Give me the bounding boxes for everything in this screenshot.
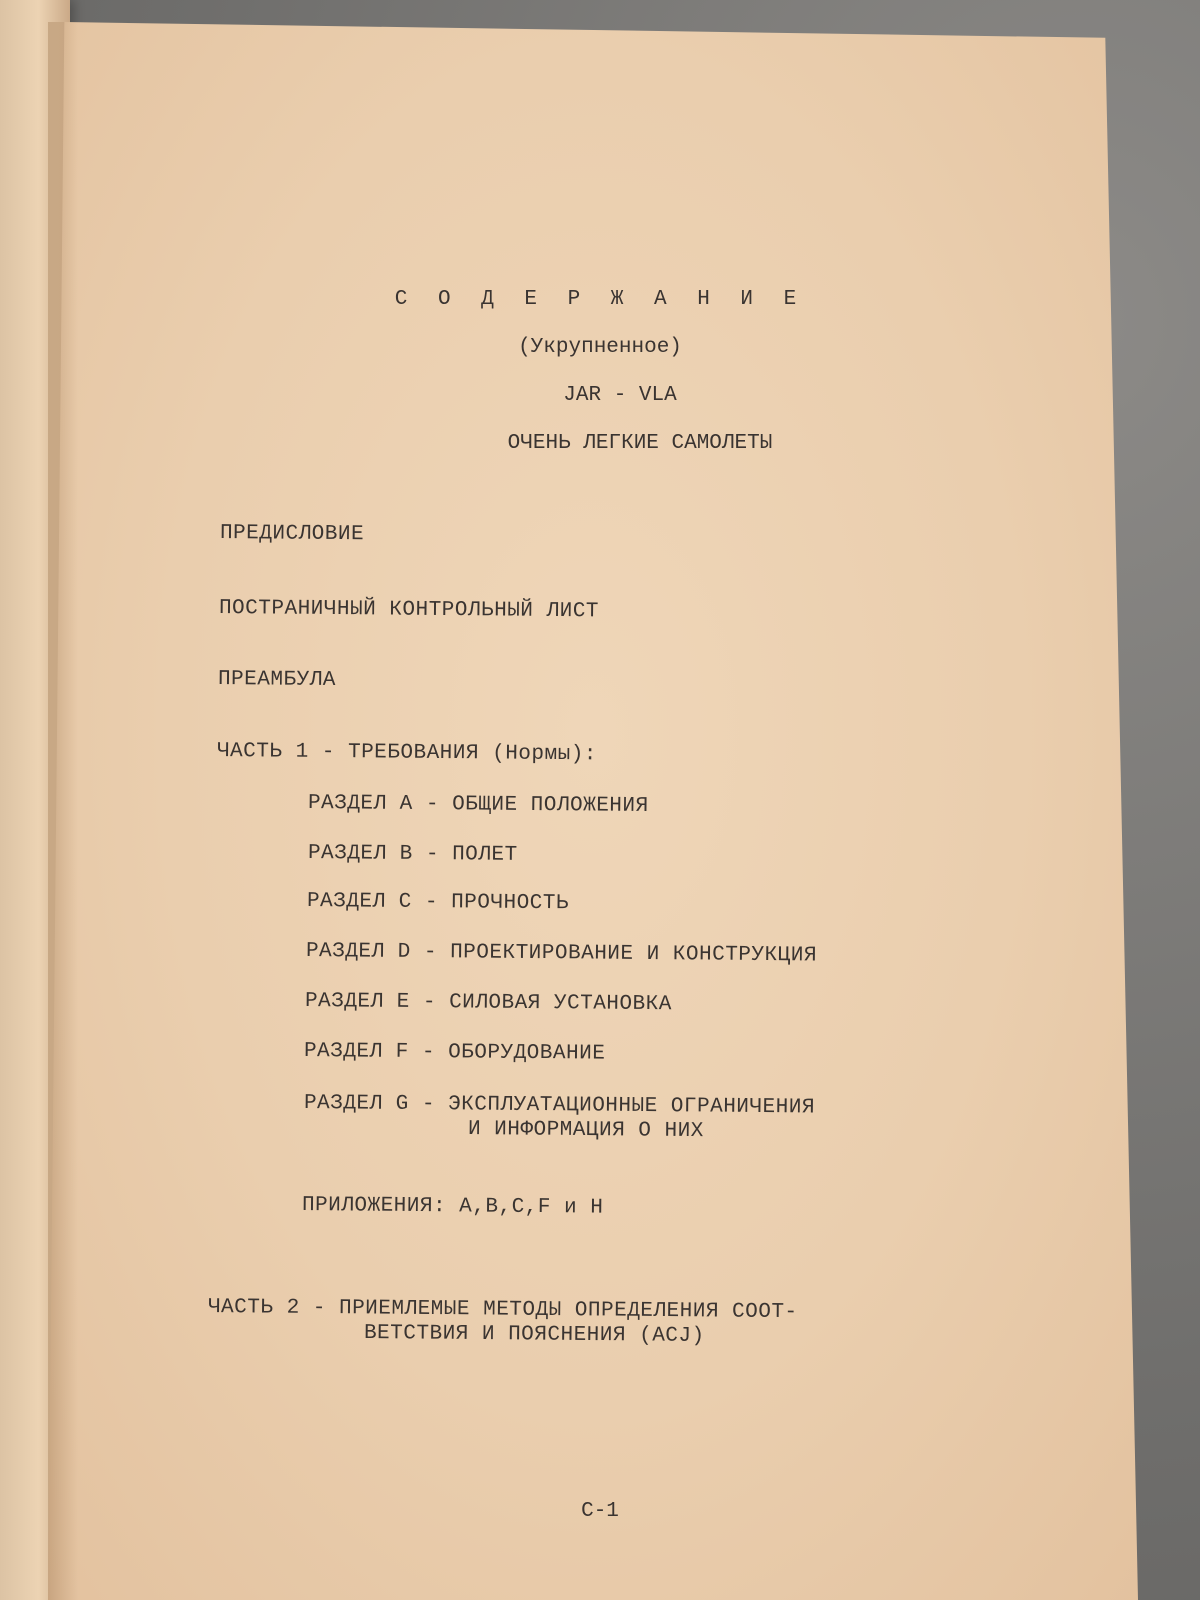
toc-section-g-continuation: И ИНФОРМАЦИЯ О НИХ: [467, 1118, 704, 1144]
toc-section-d: РАЗДЕЛ D - ПРОЕКТИРОВАНИЕ И КОНСТРУКЦИЯ: [305, 940, 818, 968]
toc-part-1: ЧАСТЬ 1 - ТРЕБОВАНИЯ (Нормы):: [216, 740, 598, 767]
page-binding-shadow: [48, 22, 78, 1600]
toc-part-2-continuation: ВЕТСТВИЯ И ПОЯСНЕНИЯ (ACJ): [363, 1322, 705, 1348]
page-number: С-1: [581, 1500, 619, 1523]
page-title: С О Д Е Р Ж А Н И Е: [394, 288, 806, 311]
toc-appendices: ПРИЛОЖЕНИЯ: А,В,С,F и Н: [301, 1194, 604, 1220]
document-code: JAR - VLA: [563, 384, 677, 407]
toc-checklist: ПОСТРАНИЧНЫЙ КОНТРОЛЬНЫЙ ЛИСТ: [218, 597, 600, 624]
page-subtitle: (Укрупненное): [518, 336, 682, 359]
toc-preamble: ПРЕАМБУЛА: [217, 668, 337, 693]
toc-section-c: РАЗДЕЛ С - ПРОЧНОСТЬ: [306, 890, 570, 916]
toc-section-a: РАЗДЕЛ А - ОБЩИЕ ПОЛОЖЕНИЯ: [307, 792, 649, 818]
toc-preface: ПРЕДИСЛОВИЕ: [219, 522, 365, 547]
toc-part-2: ЧАСТЬ 2 - ПРИЕМЛЕМЫЕ МЕТОДЫ ОПРЕДЕЛЕНИЯ СООТ-: [207, 1296, 798, 1325]
toc-section-e: РАЗДЕЛ Е - СИЛОВАЯ УСТАНОВКА: [304, 990, 672, 1017]
toc-section-b: РАЗДЕЛ В - ПОЛЕТ: [307, 842, 518, 867]
document-name: ОЧЕНЬ ЛЕГКИЕ САМОЛЕТЫ: [507, 432, 773, 455]
toc-section-f: РАЗДЕЛ F - ОБОРУДОВАНИЕ: [303, 1040, 606, 1066]
toc-section-g: РАЗДЕЛ G - ЭКСПЛУАТАЦИОННЫЕ ОГРАНИЧЕНИЯ: [303, 1092, 816, 1120]
